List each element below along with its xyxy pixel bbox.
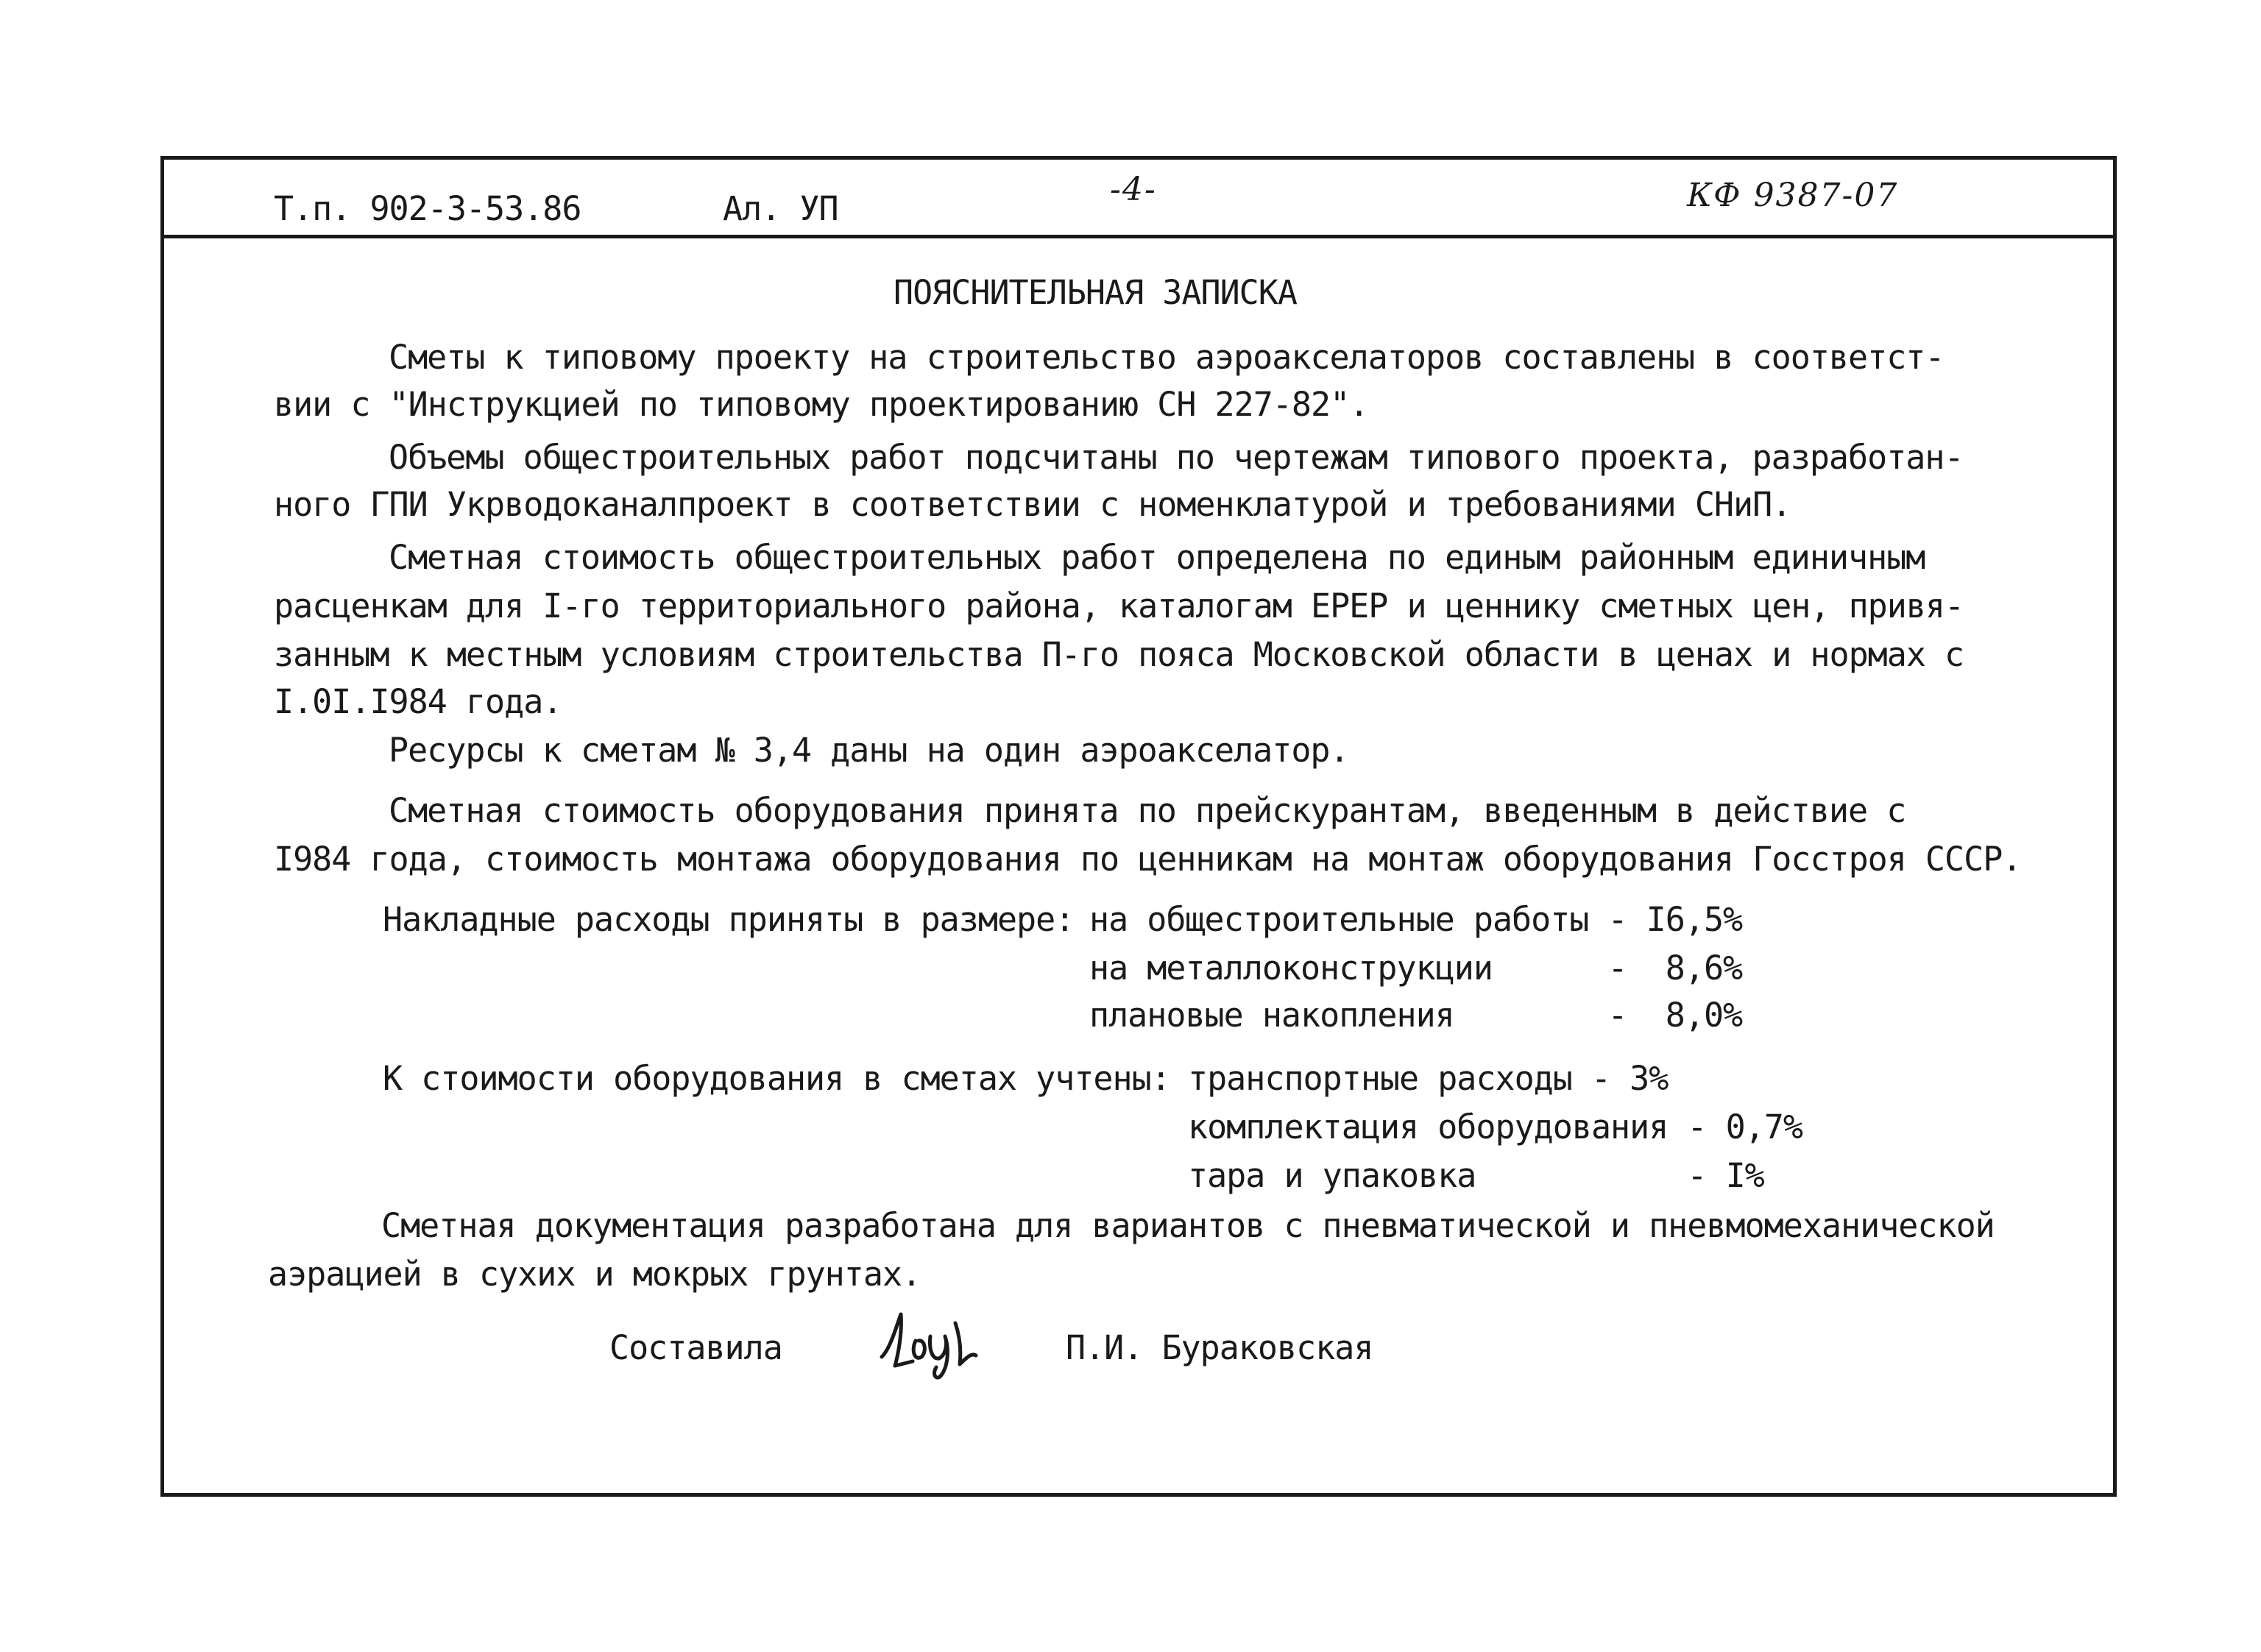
equipment-item: транспортные расходы - 3% xyxy=(1188,1059,1669,1098)
paragraph-line: Сметная стоимость общестроительных работ определена по единым районным единичным xyxy=(389,538,1925,577)
overhead-item: на металлоконструкции - 8,6% xyxy=(1089,949,1743,988)
page-number: -4- xyxy=(1110,171,1157,208)
archive-code: КФ 9387-07 xyxy=(1687,177,1899,214)
album-number: Ал. УП xyxy=(723,189,838,228)
overhead-item: на общестроительные работы - I6,5% xyxy=(1089,900,1743,939)
paragraph-line: Сметная стоимость оборудования принята по прейскурантам, введенным в действие с xyxy=(389,791,1906,830)
paragraph-line: занным к местным условиям строительства П-го пояса Московской области в ценах и нормах с xyxy=(274,635,1964,674)
document-title: ПОЯСНИТЕЛЬНАЯ ЗАПИСКА xyxy=(894,273,1297,312)
doc-code: Т.п. 902-3-53.86 xyxy=(274,189,581,228)
header-separator xyxy=(164,235,2113,238)
paragraph-line: вии с "Инструкцией по типовому проектированию СН 227-82". xyxy=(274,385,1369,424)
equipment-item: комплектация оборудования - 0,7% xyxy=(1188,1107,1802,1146)
paragraph-line: I984 года, стоимость монтажа оборудования по ценникам на монтаж оборудования Госстроя СССР. xyxy=(274,840,2022,879)
paragraph-line: Ресурсы к сметам № 3,4 даны на один аэроакселатор. xyxy=(389,731,1349,770)
handwritten-signature xyxy=(868,1304,986,1385)
equipment-intro: К стоимости оборудования в сметах учтены: xyxy=(383,1059,1170,1098)
paragraph-line: Объемы общестроительных работ подсчитаны по чертежам типового проекта, разработан- xyxy=(389,438,1964,477)
overhead-item: плановые накопления - 8,0% xyxy=(1089,996,1743,1035)
paragraph-line: ного ГПИ Укрводоканалпроект в соответствии с номенклатурой и требованиями СНиП. xyxy=(274,485,1791,524)
paragraph-line: аэрацией в сухих и мокрых грунтах. xyxy=(268,1255,921,1294)
paragraph-line: Сметы к типовому проекту на строительство аэроакселаторов составлены в соответст- xyxy=(389,338,1945,377)
equipment-item: тара и упаковка - I% xyxy=(1188,1156,1764,1195)
paragraph-line: расценкам для I-го территориального района, каталогам ЕРЕР и ценнику сметных цен, привя- xyxy=(274,586,1964,625)
paragraph-line: I.0I.I984 года. xyxy=(274,682,562,721)
signature-label: Составила xyxy=(609,1328,782,1367)
paragraph-line: Сметная документация разработана для вариантов с пневматической и пневмомеханической xyxy=(381,1206,1995,1245)
overhead-intro: Накладные расходы приняты в размере: xyxy=(383,900,1075,939)
signer-name: П.И. Бураковская xyxy=(1066,1328,1373,1367)
